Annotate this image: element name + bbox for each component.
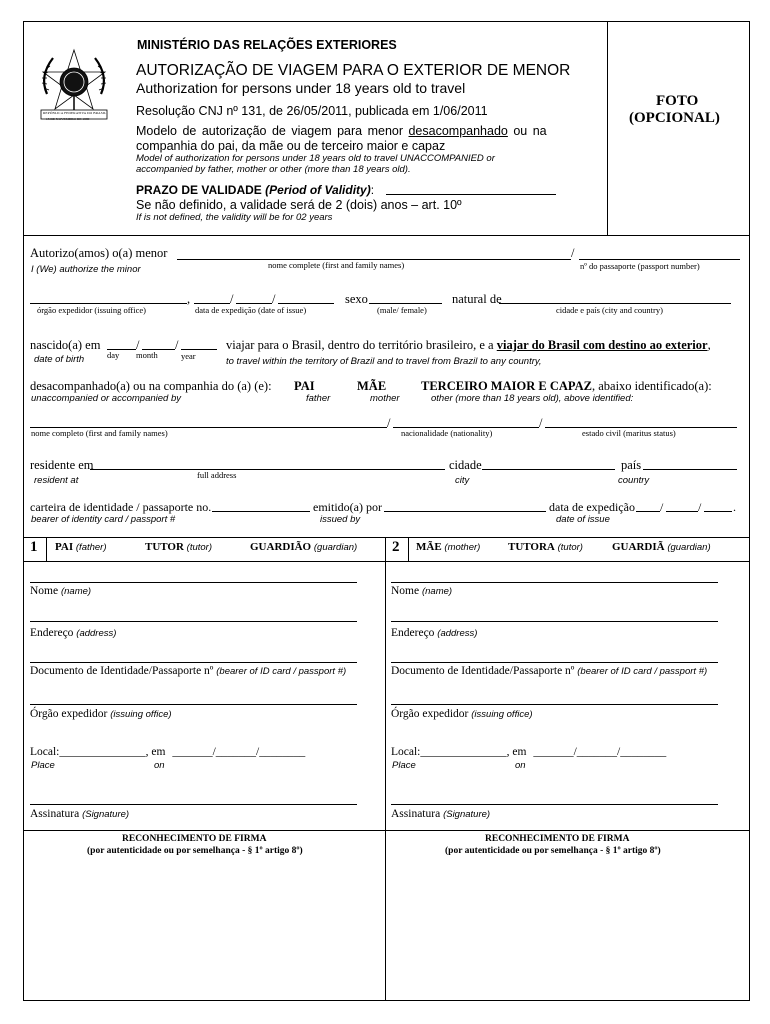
third-issue-year[interactable] (704, 511, 732, 512)
option-father[interactable]: PAI (294, 379, 315, 393)
place-date-field[interactable]: Local:_______________, em _______/_______/________ (30, 746, 306, 758)
form-subtitle: Authorization for persons under 18 years old to travel (136, 80, 466, 96)
third-address-field[interactable] (90, 469, 445, 470)
on-caption: on (515, 760, 526, 771)
document-label: Documento de Identidade/Passaporte nº (bearer of ID card / passport #) (30, 665, 347, 677)
minor-issue-year[interactable] (278, 303, 334, 304)
section-divider (23, 537, 750, 538)
issue-date-label: data de expedição (549, 500, 635, 514)
number-cell-divider (408, 537, 409, 561)
signature-label: Assinatura (Signature) (391, 808, 491, 820)
address-label: Endereço (address) (391, 627, 478, 639)
minor-birthplace-field[interactable] (499, 303, 731, 304)
authorize-label-en: I (We) authorize the minor (31, 264, 141, 275)
model-text-line-1: Modelo de autorização de viagem para menor desacompanhado ou na (136, 124, 547, 138)
city-en: city (455, 475, 470, 486)
validity-text: Se não definido, a validade será de 2 (dois) anos – art. 10º (136, 198, 462, 212)
travel-text: viajar para o Brasil, dentro do território brasileiro, e a viajar do Brasil com destino ao exterior, (226, 338, 711, 352)
signature-field[interactable] (30, 804, 357, 805)
validity-label: PRAZO DE VALIDADE (Period of Validity): (136, 183, 375, 197)
ministry-title: MINISTÉRIO DAS RELAÇÕES EXTERIORES (137, 38, 397, 52)
document-field[interactable] (391, 662, 718, 663)
option-third-party[interactable]: TERCEIRO MAIOR E CAPAZ, abaixo identificado(a): (421, 379, 712, 393)
notary-stamp-area[interactable] (386, 860, 749, 999)
option-father[interactable]: PAI (father) (55, 541, 107, 553)
on-caption: on (154, 760, 165, 771)
father-en: father (306, 393, 331, 404)
address-field[interactable] (30, 621, 357, 622)
minor-issue-month[interactable] (236, 303, 272, 304)
name-label: Nome (name) (30, 585, 92, 597)
country-label: país (621, 458, 642, 472)
signature-label: Assinatura (Signature) (30, 808, 130, 820)
validity-field[interactable] (386, 194, 556, 195)
column-number: 1 (30, 539, 38, 555)
option-tutor[interactable]: TUTORA (tutor) (508, 541, 583, 553)
accompanied-label: desacompanhado(a) ou na companhia do (a) (e): (30, 379, 272, 393)
separator: / (387, 416, 391, 430)
option-mother[interactable]: MÃE (357, 379, 387, 393)
issuer-caption: órgão expedidor (issuing office) (37, 305, 146, 315)
third-party-en: other (more than 18 years old), above identified: (431, 393, 634, 404)
birthplace-label: natural de (452, 292, 502, 306)
place-caption: Place (392, 760, 416, 771)
day-caption: day (107, 350, 120, 360)
model-text-line-2: companhia do pai, da mãe ou de terceiro maior e capaz (136, 139, 446, 153)
section-divider (23, 830, 750, 831)
minor-sex-field[interactable] (369, 303, 442, 304)
notary-subtitle: (por autenticidade ou por semelhança - § 1º artigo 8º) (445, 846, 661, 856)
photo-label: FOTO (656, 93, 699, 109)
seal-date: 15 DE NOVEMBRO DE 1889 (46, 117, 90, 121)
option-guardian[interactable]: GUARDIÃ (guardian) (612, 541, 711, 553)
document-field[interactable] (30, 662, 357, 663)
third-issue-month[interactable] (666, 511, 698, 512)
civil-status-caption: estado civil (maritus status) (582, 428, 676, 438)
issue-date-caption: data de expedição (date of issue) (195, 305, 307, 315)
name-field[interactable] (30, 582, 357, 583)
document-label: Documento de Identidade/Passaporte nº (bearer of ID card / passport #) (391, 665, 708, 677)
address-field[interactable] (391, 621, 718, 622)
minor-passport-field[interactable] (579, 259, 740, 260)
section-divider (23, 561, 750, 562)
accompanied-label-en: unaccompanied or accompanied by (31, 393, 181, 404)
resolution-text: Resolução CNJ nº 131, de 26/05/2011, publicada em 1/06/2011 (136, 104, 488, 118)
header-divider (23, 235, 750, 236)
signature-field[interactable] (391, 804, 718, 805)
city-label: cidade (449, 458, 482, 472)
minor-issue-day[interactable] (194, 303, 230, 304)
option-guardian[interactable]: GUARDIÃO (guardian) (250, 541, 358, 553)
issuer-field[interactable] (30, 704, 357, 705)
seal-text: REPÚBLICA FEDERATIVA DO BRASIL (43, 111, 107, 115)
place-caption: Place (31, 760, 55, 771)
separator: / (136, 338, 140, 352)
photo-optional-label: (OPCIONAL) (629, 110, 720, 126)
third-issue-day[interactable] (636, 511, 660, 512)
notary-subtitle: (por autenticidade ou por semelhança - § 1º artigo 8º) (87, 846, 303, 856)
option-tutor[interactable]: TUTOR (tutor) (145, 541, 213, 553)
name-field[interactable] (391, 582, 718, 583)
year-caption: year (181, 351, 196, 361)
month-caption: month (136, 350, 158, 360)
name-label: Nome (name) (391, 585, 453, 597)
number-cell-divider (46, 537, 47, 561)
separator: / (539, 416, 543, 430)
issue-date-label-en: date of issue (556, 514, 610, 525)
address-label: Endereço (address) (30, 627, 117, 639)
full-address-caption: full address (197, 470, 237, 480)
issuer-field[interactable] (391, 704, 718, 705)
id-label: carteira de identidade / passaporte no. (30, 500, 212, 514)
issued-label-en: issued by (320, 514, 361, 525)
sex-label: sexo (345, 292, 368, 306)
separator: / (272, 292, 276, 306)
id-label-en: bearer of identity card / passport # (31, 514, 176, 525)
model-text-en-1: Model of authorization for persons under 18 years old to travel UNACCOMPANIED or (136, 153, 495, 164)
minor-issuer-field[interactable] (30, 303, 187, 304)
place-date-field[interactable]: Local:_______________, em _______/_______/________ (391, 746, 667, 758)
resident-label-en: resident at (34, 475, 79, 486)
separator: / (230, 292, 234, 306)
separator: / (571, 246, 575, 260)
fullname-caption: nome completo (first and family names) (31, 428, 168, 438)
photo-box[interactable] (608, 22, 749, 234)
nationality-caption: nacionalidade (nationality) (401, 428, 493, 438)
separator: / (175, 338, 179, 352)
third-issued-by-field[interactable] (384, 511, 546, 512)
third-id-field[interactable] (212, 511, 310, 512)
issued-label: emitido(a) por (313, 500, 382, 514)
notary-stamp-area[interactable] (24, 860, 384, 999)
separator: . (733, 500, 736, 514)
born-label: nascido(a) em (30, 338, 101, 352)
separator: / (698, 500, 702, 514)
third-country-field[interactable] (643, 469, 737, 470)
sex-caption: (male/ female) (377, 305, 427, 315)
authorize-label: Autorizo(amos) o(a) menor (30, 246, 168, 260)
separator: , (187, 292, 191, 306)
validity-text-en: If is not defined, the validity will be for 02 years (136, 212, 333, 223)
travel-text-en: to travel within the territory of Brazil and to travel from Brazil to any country, (226, 356, 542, 367)
notary-title: RECONHECIMENTO DE FIRMA (122, 834, 267, 844)
name-caption: nome complete (first and family names) (268, 260, 405, 270)
form-title: AUTORIZAÇÃO DE VIAGEM PARA O EXTERIOR DE MENOR (136, 62, 571, 79)
passport-caption: nº do passaporte (passport number) (580, 261, 700, 271)
resident-label: residente em (30, 458, 94, 472)
option-mother[interactable]: MÃE (mother) (416, 541, 481, 553)
third-city-field[interactable] (482, 469, 615, 470)
model-text-en-2: accompanied by father, mother or other (more than 18 years old). (136, 164, 411, 175)
country-en: country (618, 475, 650, 486)
notary-title: RECONHECIMENTO DE FIRMA (485, 834, 630, 844)
born-label-en: date of birth (34, 354, 85, 365)
birth-year-field[interactable] (181, 349, 217, 350)
city-country-caption: cidade e país (city and country) (556, 305, 663, 315)
mother-en: mother (370, 393, 400, 404)
issuer-label: Órgão expedidor (issuing office) (30, 708, 172, 720)
column-number: 2 (392, 539, 400, 555)
issuer-label: Órgão expedidor (issuing office) (391, 708, 533, 720)
separator: / (660, 500, 664, 514)
